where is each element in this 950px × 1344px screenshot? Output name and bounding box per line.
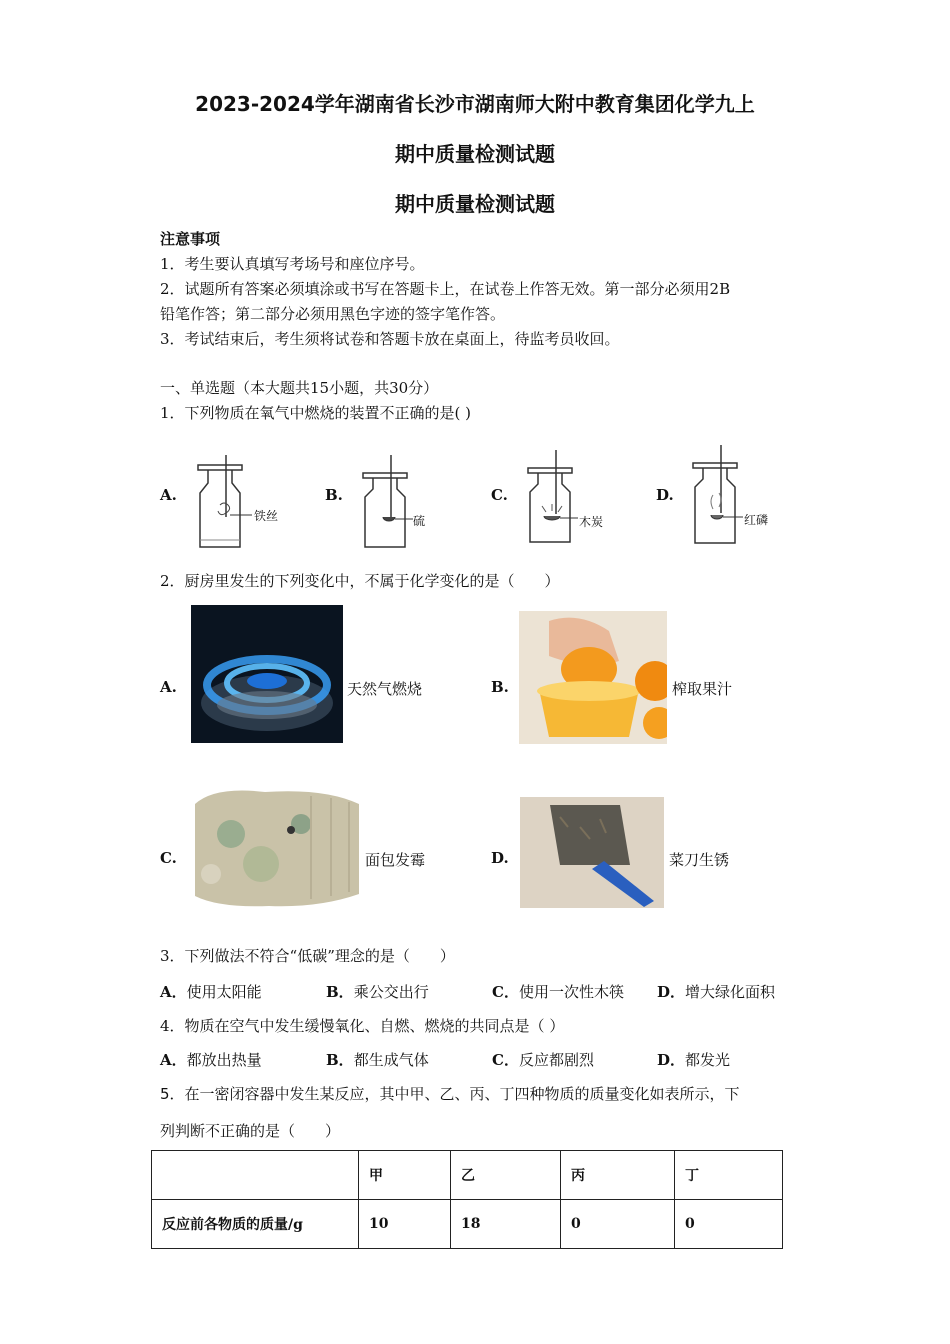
q3-option-b[interactable]: B．乘公交出行 (326, 983, 429, 1001)
table-header-cell: 丙 (561, 1151, 675, 1200)
q1-option-d-letter[interactable]: D. (656, 486, 674, 504)
notice-item: 2．试题所有答案必须填涂或书写在答题卡上，在试卷上作答无效。第一部分必须用2B (160, 280, 731, 298)
flask-iron-wire-diagram (190, 455, 290, 555)
q2-option-d-letter[interactable]: D. (491, 849, 509, 867)
question-5-stem: 5．在一密闭容器中发生某反应，其中甲、乙、丙、丁四种物质的质量变化如表所示，下 (160, 1085, 740, 1103)
q3-option-c[interactable]: C．使用一次性木筷 (492, 983, 624, 1001)
flask-red-phosphorus-diagram (685, 445, 785, 550)
table-header-cell (152, 1151, 359, 1200)
flask-sulfur-diagram (355, 455, 455, 555)
q1-option-b-label: 硫 (413, 514, 426, 528)
page-subtitle: 期中质量检测试题 (395, 142, 555, 166)
q2-option-c-letter[interactable]: C. (160, 849, 177, 867)
notice-item: 铅笔作答；第二部分必须用黑色字迹的签字笔作答。 (160, 305, 506, 323)
gas-stove-flame-image (191, 605, 343, 743)
page-subtitle-repeat: 期中质量检测试题 (395, 192, 555, 216)
q3-option-d[interactable]: D．增大绿化面积 (657, 983, 776, 1001)
q2-option-d-text: 菜刀生锈 (669, 851, 730, 869)
q4-option-d[interactable]: D．都发光 (657, 1051, 731, 1069)
juicing-orange-image (519, 611, 667, 744)
rusty-cleaver-image (520, 797, 664, 908)
table-header-cell: 丁 (675, 1151, 783, 1200)
q4-option-b[interactable]: B．都生成气体 (326, 1051, 429, 1069)
q1-option-a-label: 铁丝 (254, 509, 279, 523)
q2-option-a-text: 天然气燃烧 (347, 680, 423, 698)
notice-item: 3．考试结束后，考生须将试卷和答题卡放在桌面上，待监考员收回。 (160, 330, 620, 348)
table-cell: 反应前各物质的质量/g (152, 1200, 359, 1249)
q1-option-d-label: 红磷 (744, 513, 769, 527)
q1-option-b-letter[interactable]: B. (325, 486, 343, 504)
mass-change-table (151, 1150, 783, 1249)
table-header-row (152, 1151, 783, 1200)
question-5-stem-continued: 列判断不正确的是（ ） (160, 1122, 341, 1140)
q1-option-c-letter[interactable]: C. (491, 486, 508, 504)
question-1-stem: 1．下列物质在氧气中燃烧的装置不正确的是( ) (160, 404, 472, 422)
table-header-cell: 甲 (359, 1151, 451, 1200)
moldy-bread-image (191, 784, 363, 911)
q3-option-a[interactable]: A．使用太阳能 (160, 983, 262, 1001)
question-3-stem: 3．下列做法不符合“低碳”理念的是（ ） (160, 947, 455, 965)
q2-option-b-letter[interactable]: B. (491, 678, 509, 696)
q4-option-a[interactable]: A．都放出热量 (160, 1051, 262, 1069)
flask-charcoal-diagram (520, 450, 620, 550)
table-cell: 18 (451, 1200, 561, 1249)
notice-item: 1．考生要认真填写考场号和座位序号。 (160, 255, 425, 273)
question-4-stem: 4．物质在空气中发生缓慢氧化、自燃、燃烧的共同点是（ ） (160, 1017, 565, 1035)
section-heading: 一、单选题（本大题共15小题，共30分） (160, 379, 439, 397)
q2-option-b-text: 榨取果汁 (672, 680, 733, 698)
table-row (152, 1200, 783, 1249)
page-title: 2023-2024学年湖南省长沙市湖南师大附中教育集团化学九上 (195, 92, 755, 116)
q1-option-c-label: 木炭 (579, 515, 604, 529)
table-cell: 10 (359, 1200, 451, 1249)
notice-heading: 注意事项 (160, 230, 221, 248)
q2-option-a-letter[interactable]: A. (160, 678, 177, 696)
q4-option-c[interactable]: C．反应都剧烈 (492, 1051, 594, 1069)
question-2-stem: 2．厨房里发生的下列变化中，不属于化学变化的是（ ） (160, 572, 560, 590)
table-cell: 0 (675, 1200, 783, 1249)
table-header-cell: 乙 (451, 1151, 561, 1200)
q2-option-c-text: 面包发霉 (365, 851, 426, 869)
q1-option-a-letter[interactable]: A. (160, 486, 177, 504)
table-cell: 0 (561, 1200, 675, 1249)
